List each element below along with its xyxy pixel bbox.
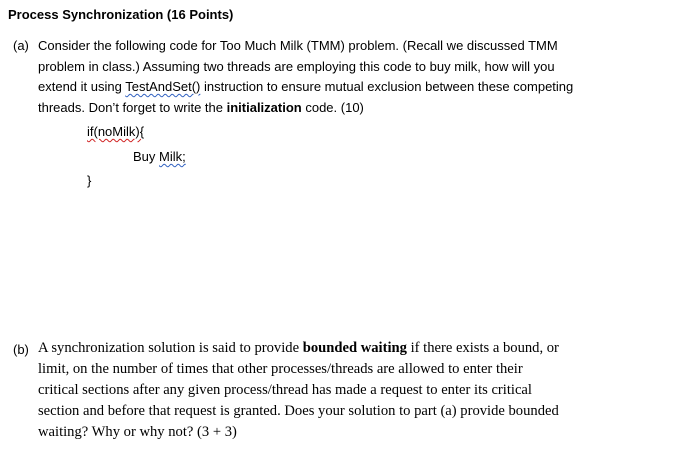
- initialization-term: initialization: [226, 99, 302, 115]
- part-b-label: (b): [13, 342, 29, 357]
- part-a-line-4-end: code. (10): [301, 99, 364, 115]
- part-b-line-1: [38, 338, 559, 359]
- part-a-line-3-end: instruction to ensure mutual exclusion between these competing: [200, 79, 574, 94]
- code-close-brace: }: [87, 173, 92, 188]
- part-b-line-4: section and before that request is granted. Does your solution to part (a) provide bounded: [38, 403, 559, 420]
- part-a-line-4: [38, 98, 573, 119]
- code-buy-line: [133, 148, 186, 166]
- part-b-line-2: limit, on the number of times that other processes/threads are allowed to enter their: [38, 361, 523, 378]
- part-b-line-1-end: if there exists a bound, or: [406, 340, 559, 356]
- part-a-question: [38, 36, 573, 118]
- testandset-term: TestAndSet(): [125, 79, 201, 94]
- part-a-label: (a): [13, 38, 29, 53]
- part-a-line-2: problem in class.) Assuming two threads are employing this code to buy milk, how will you: [38, 58, 555, 74]
- bounded-waiting-term: bounded waiting: [302, 340, 407, 356]
- part-b-line-5: waiting? Why or why not? (3 + 3): [38, 424, 237, 441]
- part-b-line-1-start: A synchronization solution is said to provide: [38, 340, 303, 356]
- part-a-line-3: [38, 77, 573, 98]
- code-milk-word: Milk;: [159, 149, 186, 164]
- code-if-line: if(noMilk){: [87, 124, 145, 139]
- part-a-line-3-start: extend it using: [38, 79, 126, 94]
- part-b-line-3: critical sections after any given process/thread has made a request to enter its critical: [38, 382, 532, 399]
- part-a-line-4-start: threads. Don’t forget to write the: [38, 99, 227, 115]
- part-a-line-1: Consider the following code for Too Much Milk (TMM) problem. (Recall we discussed TMM: [38, 38, 558, 53]
- part-b-question: [38, 338, 559, 443]
- code-buy-word: Buy: [133, 149, 160, 164]
- section-title: Process Synchronization (16 Points): [8, 7, 234, 22]
